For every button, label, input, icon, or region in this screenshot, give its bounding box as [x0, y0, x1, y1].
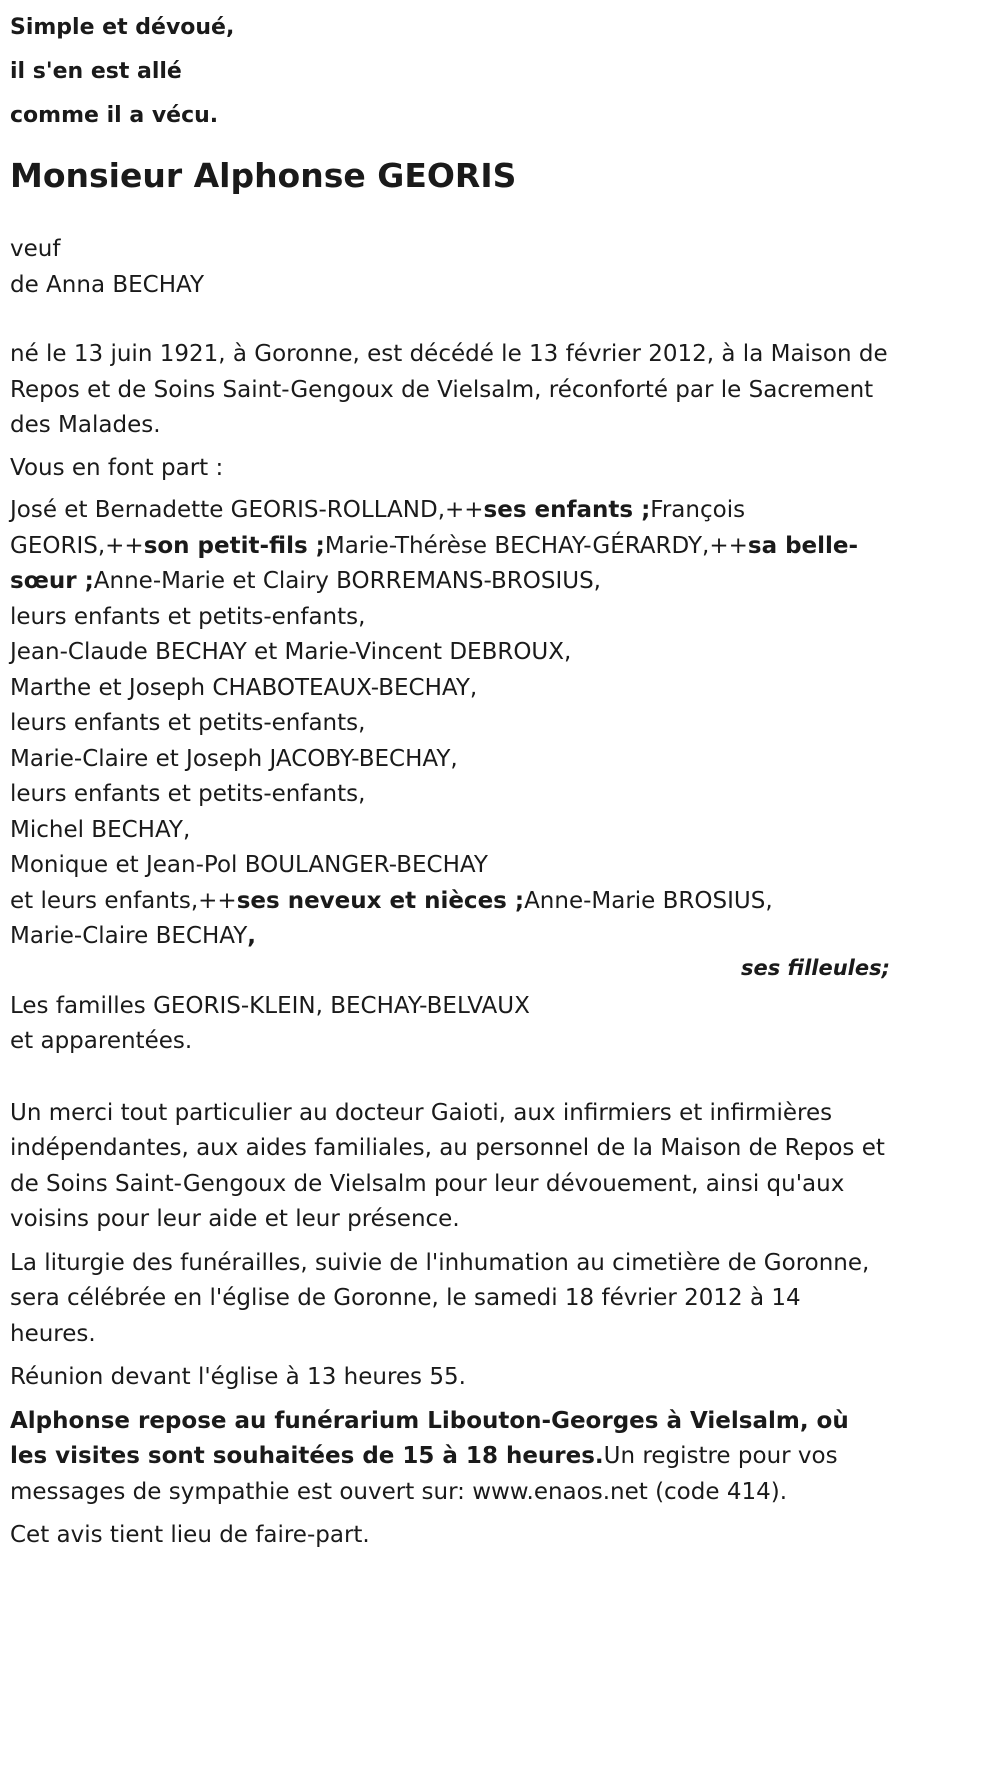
- epigraph-line: il s'en est allé: [10, 59, 182, 84]
- family-names: Marie-Thérèse BECHAY-GÉRARDY,++: [324, 532, 748, 559]
- family-names: Marie-Claire BECHAY: [10, 923, 248, 949]
- family-relation: ses neveux et nièces ;: [236, 887, 525, 914]
- epigraph-line: comme il a vécu.: [10, 103, 219, 128]
- family-names: José et Bernadette GEORIS-ROLLAND,++: [10, 497, 484, 523]
- family-names: leurs enfants et petits-enfants,: [10, 710, 366, 736]
- spouse-info: [10, 232, 890, 303]
- spouse-line: de Anna BECHAY: [10, 271, 205, 298]
- spouse-line: veuf: [10, 236, 61, 262]
- family-relation: sa belle-sœur ;: [10, 532, 859, 594]
- closing-line: Cet avis tient lieu de faire-part.: [10, 1522, 370, 1548]
- family-punctuation: ,: [247, 923, 256, 949]
- other-families: [10, 989, 890, 1060]
- family-names: François GEORIS,++: [10, 497, 746, 559]
- other-families-line: et apparentées.: [10, 1028, 193, 1054]
- family-names: et leurs enfants,++: [10, 887, 237, 914]
- family-relation: ses enfants ;: [483, 497, 651, 523]
- condolence-register-info: Un registre pour vos messages de sympathie est ouvert sur: www.enaos.net (code 414).: [10, 1443, 838, 1505]
- family-names: Anne-Marie BROSIUS,: [524, 887, 773, 914]
- family-names: Jean-Claude BECHAY et Marie-Vincent DEBROUX,: [10, 639, 572, 665]
- family-names: leurs enfants et petits-enfants,: [10, 781, 366, 807]
- meeting-paragraph: Réunion devant l'église à 13 heures 55.: [10, 1364, 466, 1390]
- funerarium-visit-info: Alphonse repose au funérarium Libouton-Georges à Vielsalm, où les visites sont souhaitées de 15 à 18 heures.: [10, 1407, 849, 1469]
- thanks-paragraph: Un merci tout particulier au docteur Gaioti, aux infirmiers et infirmières indépendantes, aux aides familiales, au personnel de la Maison de Repos et de Soins Saint-Gengoux de Vielsalm pour leur dévouement, ainsi qu'aux voisins pour leur aide et leur présence.: [10, 1099, 885, 1232]
- other-families-line: Les familles GEORIS-KLEIN, BECHAY-BELVAUX: [10, 992, 530, 1019]
- epigraph: [10, 6, 890, 138]
- funerarium-paragraph: [10, 1404, 890, 1511]
- family-names: leurs enfants et petits-enfants,: [10, 603, 366, 630]
- family-relation-filleules: ses filleules;: [740, 955, 890, 980]
- family-names: Marie-Claire et Joseph JACOBY-BECHAY,: [10, 745, 458, 772]
- family-relation: son petit-fils ;: [143, 532, 325, 559]
- family-list: [10, 493, 890, 955]
- family-names: Michel BECHAY,: [10, 816, 191, 843]
- liturgy-paragraph: La liturgie des funérailles, suivie de l'inhumation au cimetière de Goronne, sera célébrée en l'église de Goronne, le samedi 18 février 2012 à 14 heures.: [10, 1249, 870, 1347]
- epigraph-line: Simple et dévoué,: [10, 15, 235, 40]
- birth-death-paragraph: né le 13 juin 1921, à Goronne, est décédé le 13 février 2012, à la Maison de Repos et de Soins Saint-Gengoux de Vielsalm, réconforté par le Sacrement des Malades.: [10, 341, 888, 438]
- announcement-intro: Vous en font part :: [10, 454, 224, 481]
- family-names: Monique et Jean-Pol BOULANGER-BECHAY: [10, 852, 488, 878]
- family-names: Anne-Marie et Clairy BORREMANS-BROSIUS,: [93, 568, 601, 594]
- family-names: Marthe et Joseph CHABOTEAUX-BECHAY,: [10, 674, 478, 701]
- obituary-notice: [10, 0, 890, 1554]
- deceased-name: Monsieur Alphonse GEORIS: [10, 156, 517, 195]
